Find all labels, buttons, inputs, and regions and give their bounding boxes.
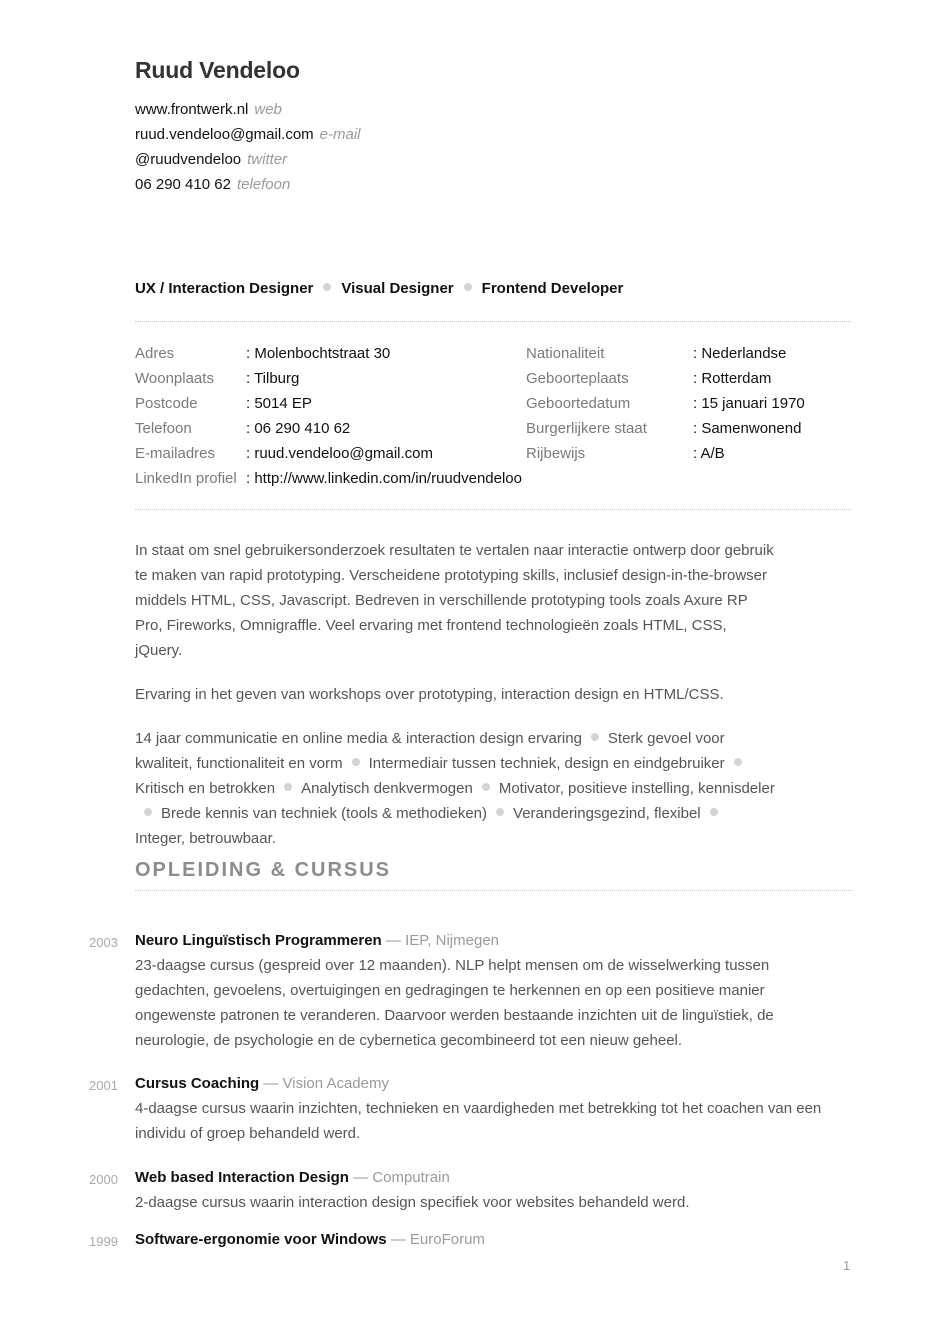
role: Frontend Developer — [481, 280, 624, 297]
education-body — [135, 1071, 847, 1146]
summary-paragraph: Ervaring in het geven van workshops over prototyping, interaction design en HTML/CSS. — [135, 686, 724, 703]
detail-row — [526, 391, 805, 416]
detail-label: Burgerlijkere staat — [526, 420, 647, 437]
detail-value: : Samenwonend — [693, 420, 802, 437]
detail-row — [135, 366, 522, 391]
detail-row — [135, 416, 522, 441]
trait: Brede kennis van techniek (tools & methodieken) — [161, 805, 488, 822]
education-title: Cursus Coaching — [135, 1075, 260, 1092]
detail-value: : Rotterdam — [693, 370, 772, 387]
detail-label: Rijbewijs — [526, 445, 586, 462]
contact-phone — [135, 172, 361, 197]
detail-row — [526, 341, 805, 366]
detail-value: : A/B — [693, 445, 725, 462]
education-year: 2003 — [89, 935, 118, 950]
education-title: Neuro Linguïstisch Programmeren — [135, 932, 382, 949]
bullet-dot-icon — [464, 283, 472, 291]
education-org: Vision Academy — [282, 1075, 389, 1092]
divider — [135, 321, 851, 322]
education-title: Web based Interaction Design — [135, 1169, 349, 1186]
trait: Integer, betrouwbaar. — [135, 830, 276, 847]
bullet-dot-icon — [496, 808, 504, 816]
contact-value[interactable]: @ruudvendeloo — [135, 151, 242, 168]
detail-value: : 5014 EP — [246, 395, 312, 412]
trait: Analytisch denkvermogen — [301, 780, 473, 797]
detail-label: Adres — [135, 345, 175, 362]
detail-value: : Molenbochtstraat 30 — [246, 345, 391, 362]
detail-value[interactable]: : ruud.vendeloo@gmail.com — [246, 445, 433, 462]
contact-value[interactable]: ruud.vendeloo@gmail.com — [135, 126, 314, 143]
detail-row — [526, 366, 805, 391]
contact-web — [135, 97, 361, 122]
separator: — — [381, 932, 406, 949]
education-title: Software-ergonomie voor Windows — [135, 1231, 387, 1248]
detail-label: Geboorteplaats — [526, 370, 629, 387]
contact-twitter — [135, 147, 361, 172]
contact-type: twitter — [247, 151, 288, 168]
detail-label: Postcode — [135, 395, 198, 412]
bullet-dot-icon — [284, 783, 292, 791]
education-org: Computrain — [372, 1169, 450, 1186]
personal-details-right — [526, 341, 805, 466]
trait: Kritisch en betrokken — [135, 780, 276, 797]
detail-label: Nationaliteit — [526, 345, 605, 362]
detail-label: E-mailadres — [135, 445, 216, 462]
detail-row — [135, 341, 522, 366]
bullet-dot-icon — [591, 733, 599, 741]
contact-value: 06 290 410 62 — [135, 176, 231, 193]
summary-paragraph: In staat om snel gebruikersonderzoek resultaten te vertalen naar interactie ontwerp door gebruik te maken van rapid prototyping. Verscheidene prototyping skills, inclusief design-in-the-browser middels HTML, CSS, Javascript. Bedreven in verschillende prototyping tools zoals Axure RP Pro, Fireworks, Omnigraffle. Veel ervaring met frontend technologieën zoals HTML, CSS, jQuery. — [135, 542, 774, 659]
contact-email — [135, 122, 361, 147]
trait: 14 jaar communicatie en online media & interaction design ervaring — [135, 730, 582, 747]
personal-details-left — [135, 341, 522, 491]
education-body — [135, 1227, 847, 1252]
detail-value: : Tilburg — [246, 370, 300, 387]
role: Visual Designer — [341, 280, 454, 297]
detail-value: : Nederlandse — [693, 345, 787, 362]
trait: Intermediair tussen techniek, design en eindgebruiker — [368, 755, 725, 772]
education-body — [135, 1165, 847, 1215]
trait: Motivator, positieve instelling, kennisdeler — [498, 780, 775, 797]
detail-row — [526, 416, 805, 441]
education-org: IEP, Nijmegen — [405, 932, 500, 949]
education-year: 2001 — [89, 1078, 118, 1093]
divider — [135, 890, 853, 891]
separator: — — [348, 1169, 373, 1186]
detail-row — [135, 441, 522, 466]
bullet-dot-icon — [734, 758, 742, 766]
education-description: 23-daagse cursus (gespreid over 12 maanden). NLP helpt mensen om de wisselwerking tussen gedachten, gevoelens, overtuigingen en gedragingen te herkennen en op een positieve manier ongewenste patronen te veranderen. Daarvoor werden bestaande inzichten uit de linguïstiek, de neurologie, de psychologie en de cybernetica gecombineerd tot een nieuw geheel. — [135, 957, 774, 1049]
detail-row — [135, 391, 522, 416]
education-body — [135, 928, 847, 1053]
contact-list — [135, 97, 361, 197]
detail-label: Woonplaats — [135, 370, 214, 387]
detail-value: : 15 januari 1970 — [693, 395, 805, 412]
bullet-dot-icon — [710, 808, 718, 816]
page-title: Ruud Vendeloo — [135, 57, 300, 83]
contact-value[interactable]: www.frontwerk.nl — [135, 101, 249, 118]
section-title-education: OPLEIDING & CURSUS — [135, 859, 392, 881]
education-org: EuroForum — [409, 1231, 485, 1248]
detail-label: Geboortedatum — [526, 395, 631, 412]
education-description: 2-daagse cursus waarin interaction design specifiek voor websites behandeld werd. — [135, 1194, 690, 1211]
detail-row — [526, 441, 805, 466]
separator: — — [386, 1231, 410, 1248]
contact-type: e-mail — [319, 126, 361, 143]
traits-paragraph — [135, 726, 775, 851]
contact-type: web — [254, 101, 282, 118]
trait: Sterk gevoel voor kwaliteit, functionaliteit en vorm — [135, 730, 725, 772]
role: UX / Interaction Designer — [135, 280, 314, 297]
education-year: 2000 — [89, 1172, 118, 1187]
education-description: 4-daagse cursus waarin inzichten, technieken en vaardigheden met betrekking tot het coachen van een individu of groep behandeld werd. — [135, 1100, 822, 1142]
detail-value: : 06 290 410 62 — [246, 420, 351, 437]
separator: — — [259, 1075, 283, 1092]
detail-row — [135, 466, 522, 491]
bullet-dot-icon — [144, 808, 152, 816]
contact-type: telefoon — [236, 176, 291, 193]
detail-value[interactable]: : http://www.linkedin.com/in/ruudvendeloo — [246, 470, 522, 487]
education-year: 1999 — [89, 1234, 118, 1249]
profile-summary — [135, 538, 775, 870]
roles-line — [135, 280, 623, 297]
detail-label: Telefoon — [135, 420, 192, 437]
detail-label: LinkedIn profiel — [135, 470, 237, 487]
trait: Veranderingsgezind, flexibel — [513, 805, 701, 822]
bullet-dot-icon — [323, 283, 331, 291]
bullet-dot-icon — [482, 783, 490, 791]
page-number: 1 — [843, 1258, 851, 1273]
bullet-dot-icon — [352, 758, 360, 766]
divider — [135, 509, 851, 510]
